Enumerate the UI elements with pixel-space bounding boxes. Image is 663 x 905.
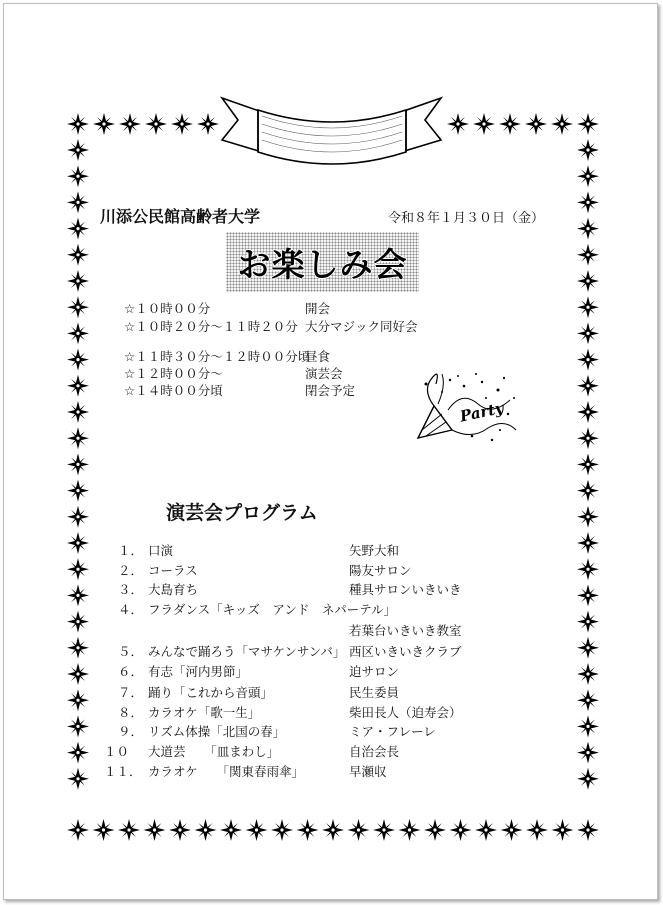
snowflake-star-icon (67, 480, 89, 502)
snowflake-star-icon (450, 819, 472, 841)
program-performer: 矢野大和 (349, 543, 400, 558)
snowflake-star-icon (67, 270, 89, 292)
snowflake-star-icon (552, 819, 574, 841)
snowflake-star-icon (577, 375, 599, 397)
program-number: ３． (118, 582, 144, 597)
schedule-time: ☆１０時００分 (124, 301, 211, 316)
program-performer: 西区いきいきクラブ (349, 644, 462, 659)
snowflake-star-icon (577, 270, 599, 292)
snowflake-star-icon (67, 191, 89, 213)
snowflake-star-icon (67, 453, 89, 475)
program-number: ２． (118, 563, 144, 578)
snowflake-star-icon (577, 244, 599, 266)
snowflake-star-icon (67, 113, 89, 135)
snowflake-star-icon (93, 113, 115, 135)
snowflake-star-icon (577, 819, 599, 841)
snowflake-star-icon (67, 689, 89, 711)
snowflake-star-icon (67, 663, 89, 685)
snowflake-star-icon (551, 113, 573, 135)
snowflake-star-icon (577, 296, 599, 318)
snowflake-star-icon (67, 819, 89, 841)
snowflake-star-icon (577, 768, 599, 790)
party-popper-icon (412, 370, 522, 450)
program-performer: 早瀬収 (349, 764, 387, 779)
snowflake-star-icon (577, 742, 599, 764)
title-box (226, 232, 419, 292)
schedule-event: 昼食 (305, 349, 331, 364)
program-performer: 陽友サロン (349, 563, 412, 578)
scroll-banner-icon (222, 98, 441, 164)
snowflake-star-icon (67, 768, 89, 790)
snowflake-star-icon (577, 165, 599, 187)
snowflake-star-icon (322, 819, 344, 841)
schedule-event: 演芸会 (305, 366, 343, 381)
snowflake-star-icon (577, 558, 599, 580)
snowflake-star-icon (67, 558, 89, 580)
program-title: みんなで踊ろう「マサケンサンバ」 (148, 644, 346, 659)
snowflake-star-icon (577, 191, 599, 213)
snowflake-star-icon (348, 819, 370, 841)
snowflake-star-icon (67, 165, 89, 187)
program-performer: ミア・フレーレ (349, 724, 436, 739)
snowflake-star-icon (424, 819, 446, 841)
page-title: お楽しみ会 (237, 244, 408, 284)
snowflake-star-icon (67, 532, 89, 554)
snowflake-star-icon (577, 113, 599, 135)
snowflake-star-icon (67, 218, 89, 240)
snowflake-star-icon (246, 819, 268, 841)
snowflake-star-icon (67, 611, 89, 633)
snowflake-star-icon (577, 322, 599, 344)
program-heading: 演芸会プログラム (166, 502, 318, 524)
snowflake-star-icon (577, 532, 599, 554)
program-number: ８． (118, 705, 144, 720)
snowflake-star-icon (67, 296, 89, 318)
snowflake-star-icon (197, 113, 219, 135)
snowflake-star-icon (67, 401, 89, 423)
program-number: ６． (118, 664, 144, 679)
snowflake-star-icon (577, 637, 599, 659)
snowflake-star-icon (577, 218, 599, 240)
program-title: カラオケ「歌一生」 (148, 705, 261, 720)
schedule-time: ☆１２時００分～ (124, 366, 223, 381)
snowflake-star-icon (526, 819, 548, 841)
program-performer: 種具サロンいきいき (349, 582, 462, 597)
program-title: 有志「河内男節」 (148, 664, 249, 679)
program-title: カラオケ 「関東春雨傘」 (148, 764, 305, 779)
snowflake-star-icon (93, 819, 115, 841)
snowflake-star-icon (297, 819, 319, 841)
snowflake-star-icon (577, 349, 599, 371)
schedule-time: ☆１０時２０分～１１時２０分 (124, 319, 298, 334)
snowflake-star-icon (67, 244, 89, 266)
snowflake-star-icon (577, 715, 599, 737)
snowflake-star-icon (195, 819, 217, 841)
snowflake-star-icon (373, 819, 395, 841)
snowflake-star-icon (577, 401, 599, 423)
snowflake-star-icon (144, 819, 166, 841)
snowflake-star-icon (577, 139, 599, 161)
program-title: リズム体操「北国の春」 (148, 724, 286, 739)
program-performer: 自治会長 (349, 744, 400, 759)
program-performer: 若葉台いきいき教室 (349, 623, 462, 638)
snowflake-star-icon (67, 139, 89, 161)
snowflake-star-icon (169, 819, 191, 841)
snowflake-star-icon (119, 113, 141, 135)
program-title: フラダンス「キッズ アンド ネパーテル」 (148, 602, 397, 617)
party-word: Party (458, 398, 506, 426)
snowflake-star-icon (67, 637, 89, 659)
snowflake-star-icon (67, 375, 89, 397)
program-title: 口演 (148, 543, 174, 558)
snowflake-star-icon (171, 113, 193, 135)
program-number: ４． (118, 602, 144, 617)
snowflake-star-icon (220, 819, 242, 841)
snowflake-star-icon (501, 819, 523, 841)
snowflake-star-icon (577, 506, 599, 528)
snowflake-star-icon (577, 611, 599, 633)
organization-name: 川添公民館高齢者大学 (100, 207, 261, 226)
program-number: ７． (118, 685, 144, 700)
snowflake-star-icon (145, 113, 167, 135)
schedule-time: ☆１４時００分頃 (124, 383, 223, 398)
snowflake-star-icon (67, 349, 89, 371)
program-title: 踊り「これから音頭」 (148, 685, 274, 700)
program-number: １０ (104, 744, 130, 759)
program-performer: 民生委員 (349, 685, 400, 700)
snowflake-star-icon (118, 819, 140, 841)
snowflake-star-icon (67, 322, 89, 344)
program-number: ９． (118, 724, 144, 739)
snowflake-star-icon (577, 480, 599, 502)
snowflake-star-icon (67, 427, 89, 449)
program-performer: 迫サロン (349, 664, 400, 679)
snowflake-star-icon (525, 113, 547, 135)
program-title: 大道芸 「皿まわし」 (148, 744, 280, 759)
snowflake-star-icon (577, 663, 599, 685)
schedule-event: 開会 (305, 301, 331, 316)
snowflake-star-icon (577, 427, 599, 449)
snowflake-star-icon (67, 506, 89, 528)
program-title: 大島育ち (148, 582, 199, 597)
snowflake-star-icon (577, 689, 599, 711)
snowflake-star-icon (447, 113, 469, 135)
snowflake-star-icon (577, 453, 599, 475)
snowflake-star-icon (67, 742, 89, 764)
snowflake-star-icon (473, 113, 495, 135)
schedule-event: 閉会予定 (305, 383, 356, 398)
schedule-event: 大分マジック同好会 (305, 319, 418, 334)
snowflake-star-icon (399, 819, 421, 841)
snowflake-star-icon (499, 113, 521, 135)
snowflake-star-icon (577, 584, 599, 606)
snowflake-star-icon (67, 584, 89, 606)
program-title: コーラス (148, 563, 198, 578)
program-number: ５． (118, 644, 144, 659)
program-performer: 柴田長人（迫寿会） (349, 705, 462, 720)
schedule-time: ☆１１時３０分～１２時００分頃 (124, 349, 311, 364)
snowflake-star-icon (271, 819, 293, 841)
snowflake-star-icon (67, 715, 89, 737)
snowflake-star-icon (475, 819, 497, 841)
program-number: １． (118, 543, 144, 558)
event-date: 令和８年１月３０日（金） (388, 211, 545, 226)
program-number: １１． (104, 764, 142, 779)
